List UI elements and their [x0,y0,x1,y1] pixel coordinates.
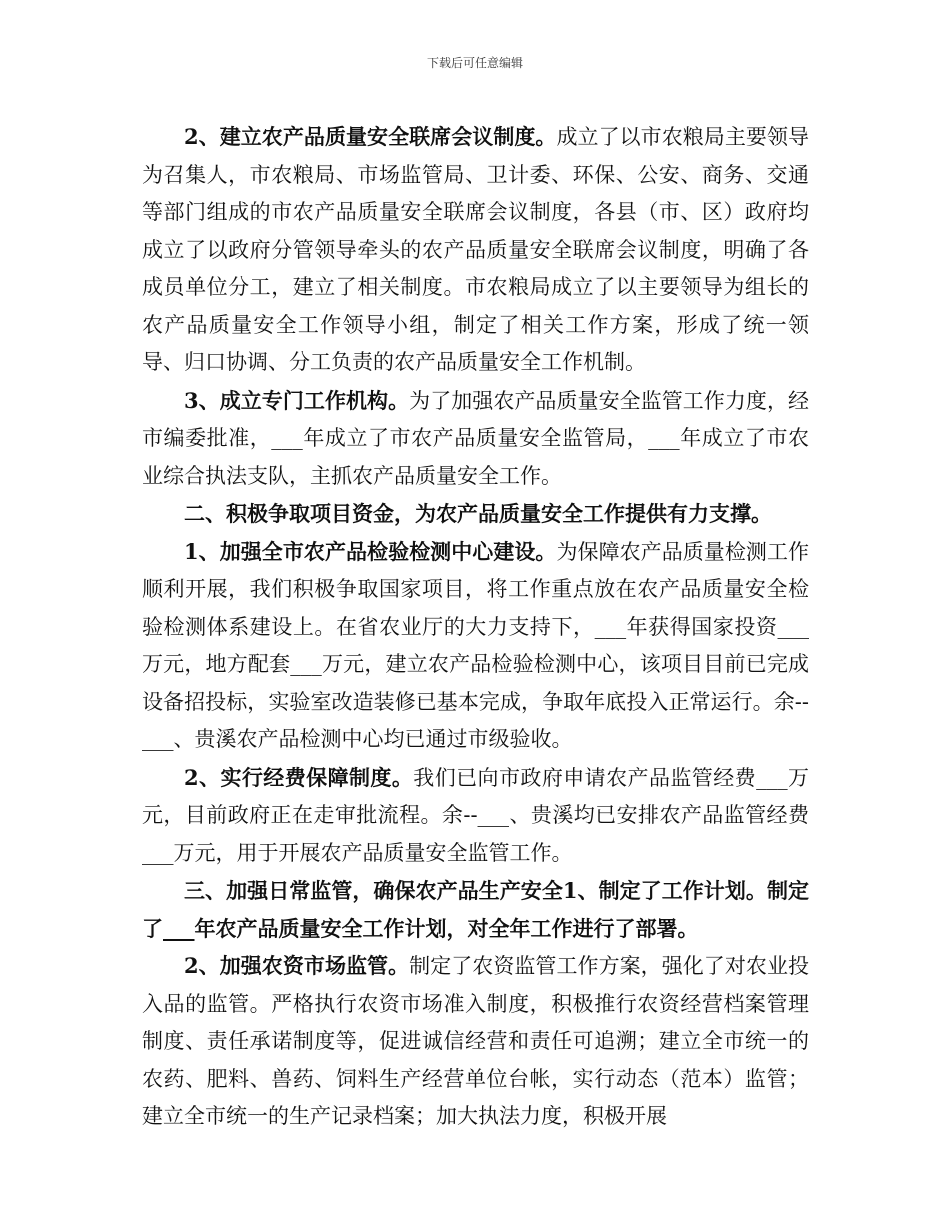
paragraph-dedicated-agency [142,382,809,496]
paragraph-lead: 2、建立农产品质量安全联席会议制度。 [184,124,557,149]
section-heading-funding: 二、积极争取项目资金，为农产品质量安全工作提供有力支撑。 [184,501,772,526]
paragraph-lead: 3、成立专门工作机构。 [184,387,410,413]
paragraph-lead: 2、实行经费保障制度。 [184,764,414,790]
section-heading-daily-supervision: 三、加强日常监管，确保农产品生产安全1、制定了工作计划。制定了___年农产品质量安全工作计划，对全年工作进行了部署。 [142,878,809,941]
header-note: 下载后可任意编辑 [426,56,523,70]
paragraph-text: 为了加强农产品质量安全监管工作力度，经市编委批准，___年成立了市农产品质量安全监管局，___年成立了市农业综合执法支队，主抓农产品质量安全工作。 [142,388,809,488]
paragraph-lead: 1、加强全市农产品检验检测中心建设。 [184,538,557,564]
paragraph-text: 我们已向市政府申请农产品监管经费___万元，目前政府正在走审批流程。余--___、贵溪均已安排农产品监管经费___万元，用于开展农产品质量安全监管工作。 [142,765,809,865]
paragraph-text: 成立了以市农粮局主要领导为召集人，市农粮局、市场监管局、卫计委、环保、公安、商务、交通等部门组成的市农产品质量安全联席会议制度，各县（市、区）政府均成立了以政府分管领导牵头的农产品质量安全联席会议制度，明确了各成员单位分工，建立了相关制度。市农粮局成立了以主要领导为组长的农产品质量安全工作领导小组，制定了相关工作方案，形成了统一领导、归口协调、分工负责的农产品质量安全工作机制。 [142,125,809,374]
paragraph-funding-guarantee [142,759,809,873]
paragraph-text: 为保障农产品质量检测工作顺利开展，我们积极争取国家项目，将工作重点放在农产品质量安全检验检测体系建设上。在省农业厅的大力支持下，___年获得国家投资___万元，地方配套___万元，建立农产品检验检测中心，该项目目前已完成设备招投标，实验室改造装修已基本完成，争取年底投入正常运行。余--___、贵溪农产品检测中心均已通过市级验收。 [142,539,809,751]
document-body [142,118,809,1136]
paragraph-lead: 2、加强农资市场监管。 [184,953,410,978]
paragraph-testing-center [142,533,809,759]
paragraph-text: 制定了农资监管工作方案，强化了对农业投入品的监管。严格执行农资市场准入制度，积极推行农资经营档案管理制度、责任承诺制度等，促进诚信经营和责任可追溯；建立全市统一的农药、肥料、兽药、饲料生产经营单位台帐，实行动态（范本）监管；建立全市统一的生产记录档案；加大执法力度，积极开展 [142,954,809,1128]
paragraph-joint-meeting-system [142,118,809,382]
paragraph-input-market-supervision [142,947,809,1136]
